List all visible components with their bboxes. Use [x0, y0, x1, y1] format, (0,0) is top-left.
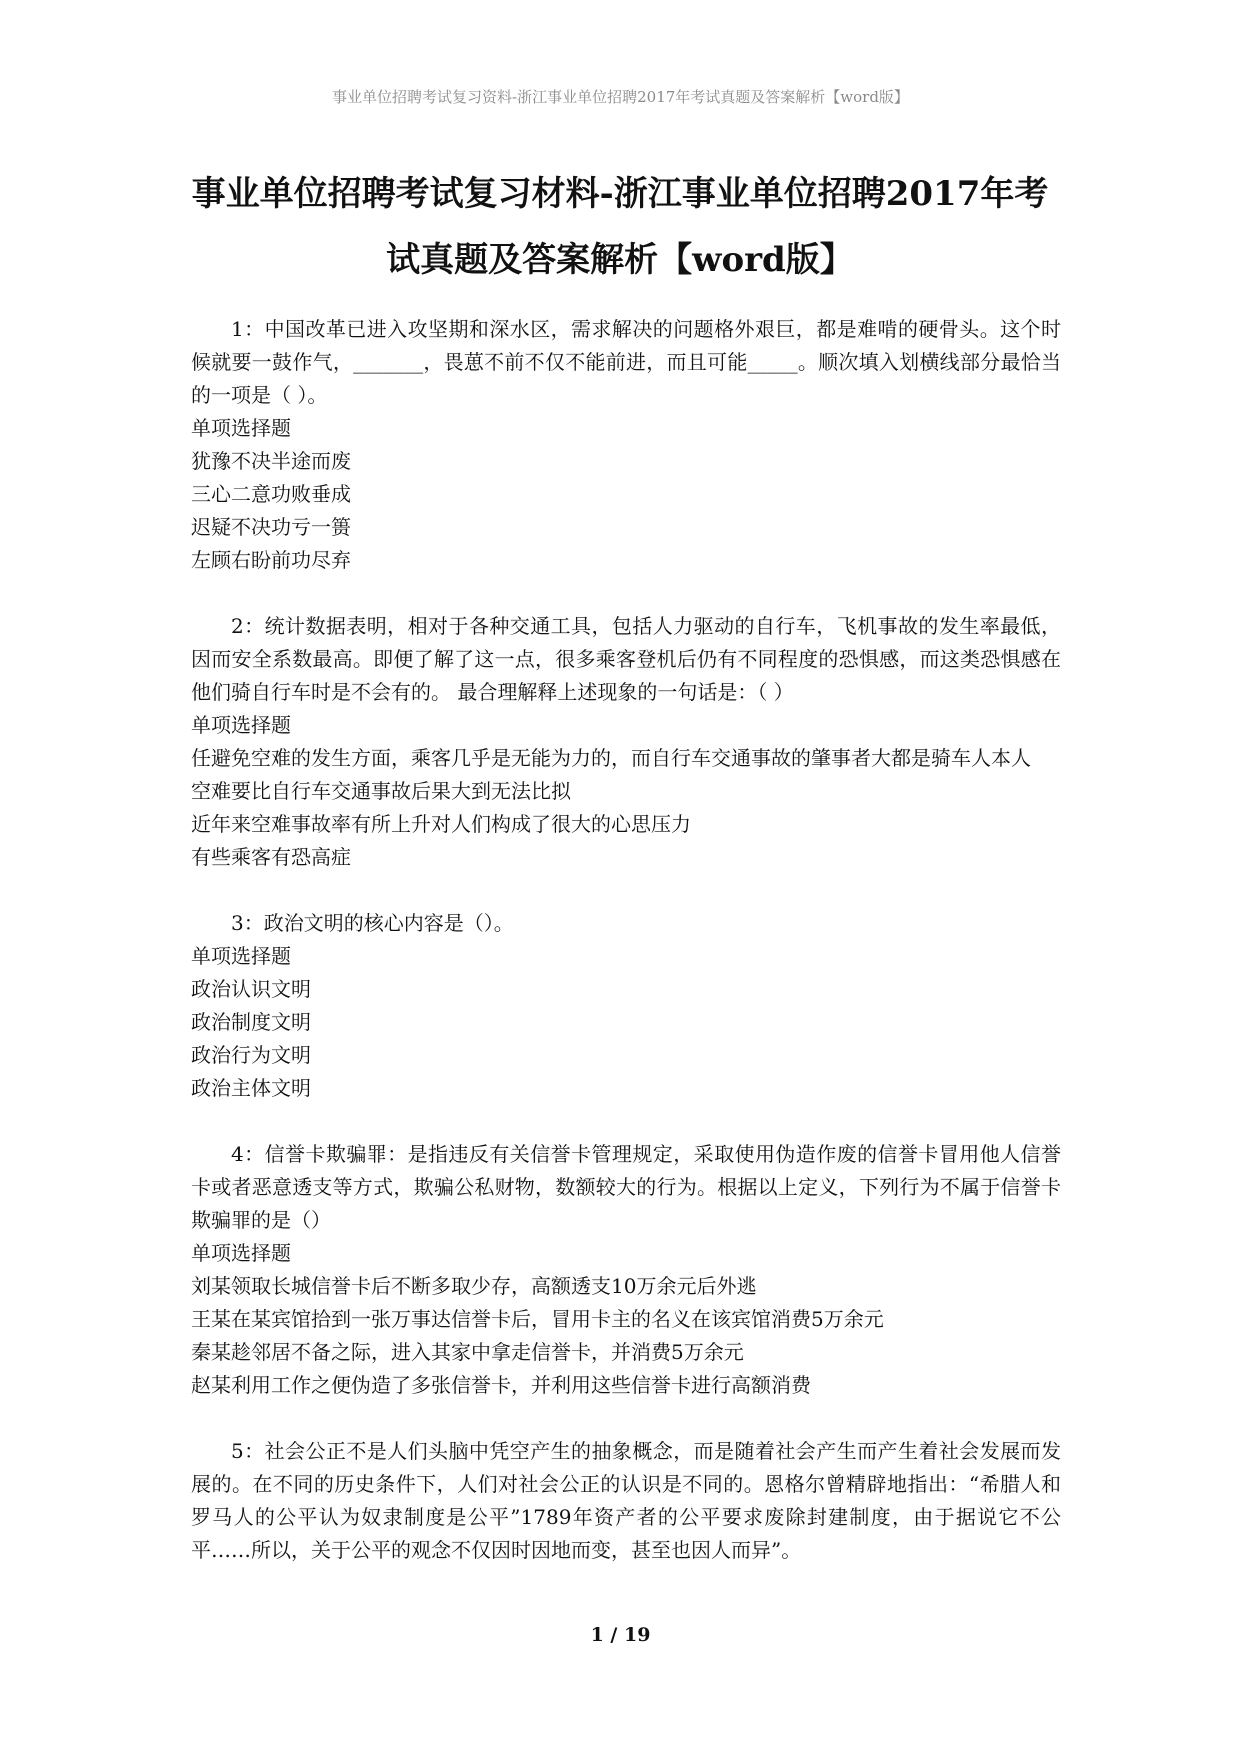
question-4 [191, 1138, 1061, 1402]
question-stem: 3：政治文明的核心内容是（）。 [231, 911, 514, 935]
running-header: 事业单位招聘考试复习资料-浙江事业单位招聘2017年考试真题及答案解析【word版】 [332, 88, 909, 106]
option: 政治认识文明 [191, 977, 311, 1001]
question-type: 单项选择题 [191, 713, 291, 737]
question-stem: 2：统计数据表明，相对于各种交通工具，包括人力驱动的自行车，飞机事故的发生率最低，因而安全系数最高。即便了解了这一点，很多乘客登机后仍有不同程度的恐惧感，而这类恐惧感在他们骑自行车时是不会有的。 最合理解释上述现象的一句话是：（ ） [191, 614, 1061, 704]
option: 三心二意功败垂成 [191, 482, 351, 506]
option: 刘某领取长城信誉卡后不断多取少存，高额透支10万余元后外逃 [191, 1274, 757, 1298]
question-type: 单项选择题 [191, 944, 291, 968]
option: 迟疑不决功亏一篑 [191, 515, 351, 539]
option: 近年来空难事故率有所上升对人们构成了很大的心思压力 [191, 812, 691, 836]
option: 政治主体文明 [191, 1076, 311, 1100]
question-1 [191, 313, 1061, 577]
document-title-line-1: 事业单位招聘考试复习材料-浙江事业单位招聘2017年考 [191, 174, 1049, 214]
document-title-line-2: 试真题及答案解析【word版】 [386, 240, 854, 280]
option: 空难要比自行车交通事故后果大到无法比拟 [191, 779, 571, 803]
option: 左顾右盼前功尽弃 [191, 548, 351, 572]
question-5 [191, 1435, 1061, 1567]
option: 政治制度文明 [191, 1010, 311, 1034]
question-type: 单项选择题 [191, 416, 291, 440]
option: 政治行为文明 [191, 1043, 311, 1067]
question-stem: 1：中国改革已进入攻坚期和深水区，需求解决的问题格外艰巨，都是难啃的硬骨头。这个时候就要一鼓作气，_______，畏葸不前不仅不能前进，而且可能_____。顺次填入划横线部分最恰当的一项是（ ）。 [191, 317, 1061, 407]
option: 王某在某宾馆拾到一张万事达信誉卡后，冒用卡主的名义在该宾馆消费5万余元 [191, 1307, 884, 1331]
option: 任避免空难的发生方面，乘客几乎是无能为力的，而自行车交通事故的肇事者大都是骑车人本人 [191, 746, 1031, 770]
option: 秦某趁邻居不备之际，进入其家中拿走信誉卡，并消费5万余元 [191, 1340, 744, 1364]
question-type: 单项选择题 [191, 1241, 291, 1265]
option: 有些乘客有恐高症 [191, 845, 351, 869]
option: 犹豫不决半途而废 [191, 449, 351, 473]
question-2 [191, 610, 1061, 874]
question-stem: 4：信誉卡欺骗罪：是指违反有关信誉卡管理规定，采取使用伪造作废的信誉卡冒用他人信誉卡或者恶意透支等方式，欺骗公私财物，数额较大的行为。根据以上定义，下列行为不属于信誉卡欺骗罪的是（） [191, 1142, 1061, 1232]
page-number: 1 / 19 [590, 1624, 651, 1646]
question-stem: 5：社会公正不是人们头脑中凭空产生的抽象概念，而是随着社会产生而产生着社会发展而发展的。在不同的历史条件下，人们对社会公正的认识是不同的。恩格尔曾精辟地指出：“希腊人和罗马人的公平认为奴隶制度是公平”1789年资产者的公平要求废除封建制度，由于据说它不公平……所以，关于公平的观念不仅因时因地而变，甚至也因人而异”。 [191, 1439, 1061, 1562]
question-3 [191, 907, 1061, 1105]
option: 赵某利用工作之便伪造了多张信誉卡，并利用这些信誉卡进行高额消费 [191, 1373, 811, 1397]
document-body [191, 313, 1061, 1600]
